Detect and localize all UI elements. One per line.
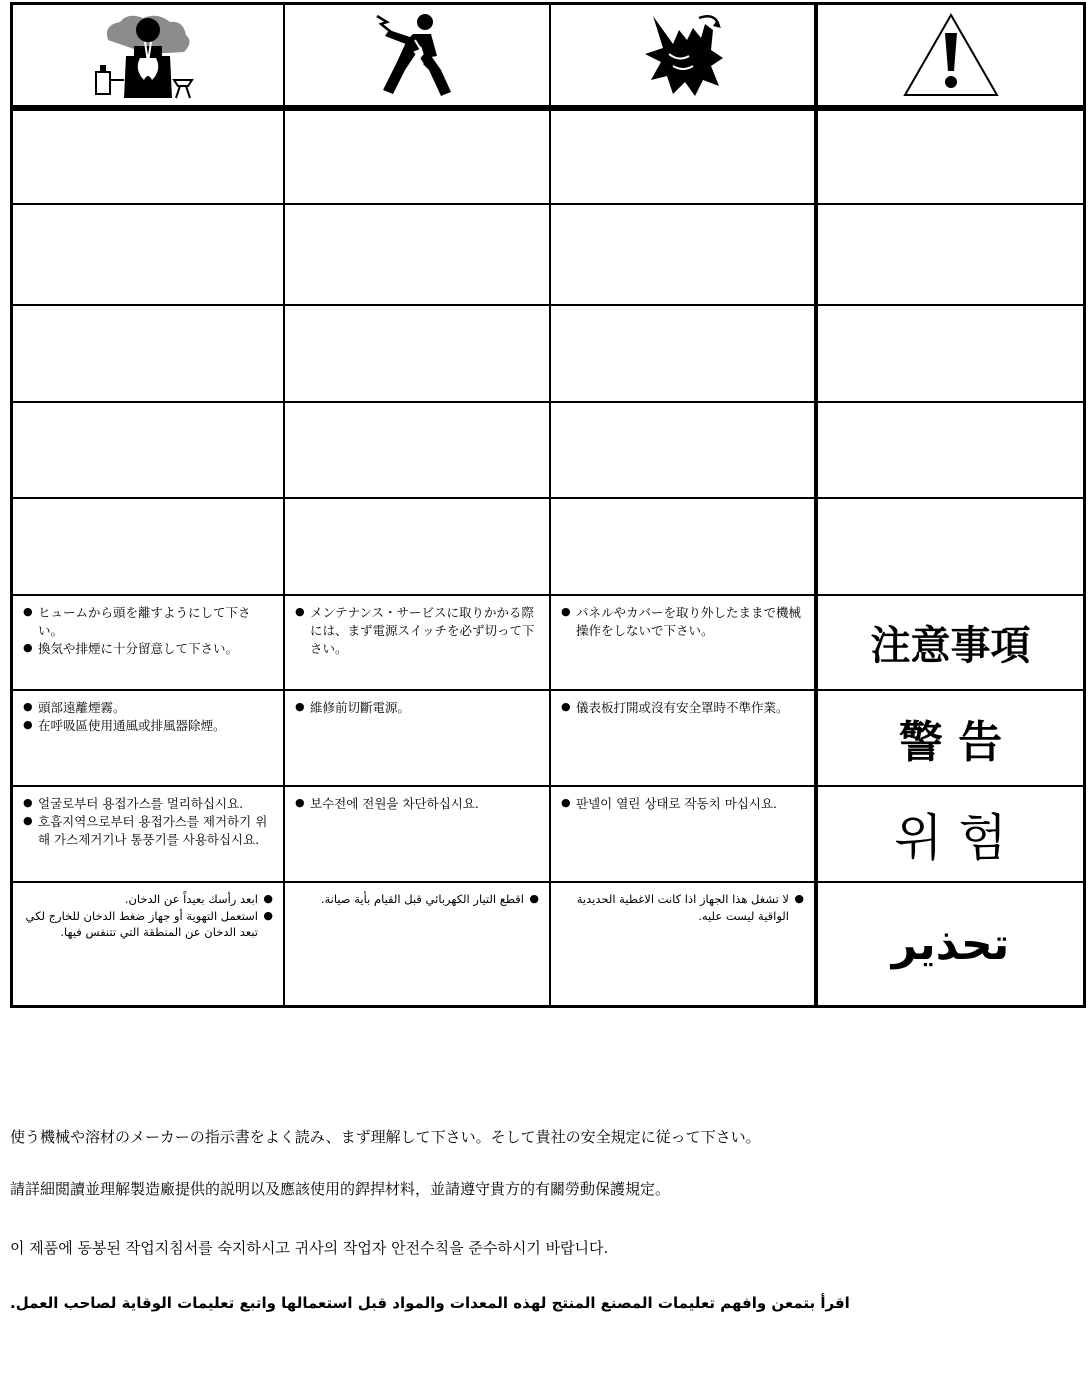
row-divider — [13, 304, 1083, 306]
row-divider — [13, 203, 1083, 205]
chinese-warning-label: 警 告 — [898, 717, 1003, 768]
list-item: ● اقطع التيار الكهربائي قبل القيام بأية صيانة. — [295, 891, 539, 908]
japanese-panel-text — [551, 596, 814, 689]
list-item: ● 호흡지역으로부터 용접가스를 제거하기 위해 가스제거기나 통풍기를 사용하십시요. — [23, 813, 273, 849]
list-item: ● 판넬이 열린 상태로 작동치 마십시요. — [561, 795, 804, 813]
footer-chinese: 請詳細閲讀並理解製造廠提供的説明以及應該使用的銲捍材料，並請遵守貴方的有關勞動保護規定。 — [10, 1180, 671, 1198]
electric-shock-icon — [285, 5, 549, 107]
list-item: ● 換気や排煙に十分留意して下さい。 — [23, 640, 273, 658]
fumes-inhalation-icon — [13, 5, 283, 107]
chinese-shock-text — [285, 691, 549, 785]
chinese-fumes-text — [13, 691, 283, 785]
japanese-fumes-text — [13, 596, 283, 689]
footer-korean: 이 제품에 동봉된 작업지침서를 숙지하시고 귀사의 작업자 안전수칙을 준수하시기 바랍니다. — [10, 1239, 609, 1257]
list-item: ● 얼굴로부터 용접가스를 멀리하십시요. — [23, 795, 273, 813]
row-divider — [13, 497, 1083, 499]
list-item: ● 在呼吸區使用通風或排風器除煙。 — [23, 717, 273, 735]
korean-warning-label: 위 험 — [894, 809, 1007, 867]
row-divider — [13, 401, 1083, 403]
list-item: ● 頭部遠離煙霧。 — [23, 699, 273, 717]
japanese-warning-label: 注意事項 — [870, 623, 1031, 669]
footer-arabic: اقرأ بتمعن وافهم تعليمات المصنع المنتج لهذه المعدات والمواد قبل استعمالها واتبع تعليمات الوقاية لصاحب العمل. — [10, 1294, 850, 1312]
list-item: ● パネルやカバーを取り外したままで機械操作をしないで下さい。 — [561, 604, 804, 640]
list-item: ● 維修前切斷電源。 — [295, 699, 539, 717]
list-item: ● 보수전에 전원을 차단하십시요. — [295, 795, 539, 813]
korean-fumes-text — [13, 787, 283, 881]
warning-table — [10, 2, 1086, 1008]
chinese-panel-text — [551, 691, 814, 785]
list-item: ● ヒュームから頭を離すようにして下さい。 — [23, 604, 273, 640]
arabic-panel-text — [551, 883, 814, 1005]
korean-panel-text — [551, 787, 814, 881]
arabic-warning-label: تحذير — [891, 918, 1010, 970]
list-item: ● メンテナンス・サービスに取りかかる際には、まず電源スイッチを必ず切って下さい。 — [295, 604, 539, 658]
list-item: ● لا تشغل هذا الجهاز اذا كانت الاغطية الحديدية الواقية ليست عليه. — [561, 891, 804, 924]
japanese-shock-text — [285, 596, 549, 689]
korean-shock-text — [285, 787, 549, 881]
list-item: ● استعمل التهوية أو جهاز ضغط الدخان للخارج لكي تبعد الدخان عن المنطقة التي تتنفس فيها. — [23, 908, 273, 941]
list-item: ● 儀表板打開或沒有安全罩時不準作業。 — [561, 699, 804, 717]
arabic-fumes-text — [13, 883, 283, 1005]
list-item: ● ابعد رأسك بعيداً عن الدخان. — [23, 891, 273, 908]
warning-triangle-icon — [818, 5, 1083, 107]
hand-injury-icon — [551, 5, 814, 107]
footer-japanese: 使う機械や溶材のメーカーの指示書をよく読み、まず理解して下さい。そして貴社の安全規定に従って下さい。 — [10, 1128, 761, 1146]
arabic-shock-text — [285, 883, 549, 1005]
